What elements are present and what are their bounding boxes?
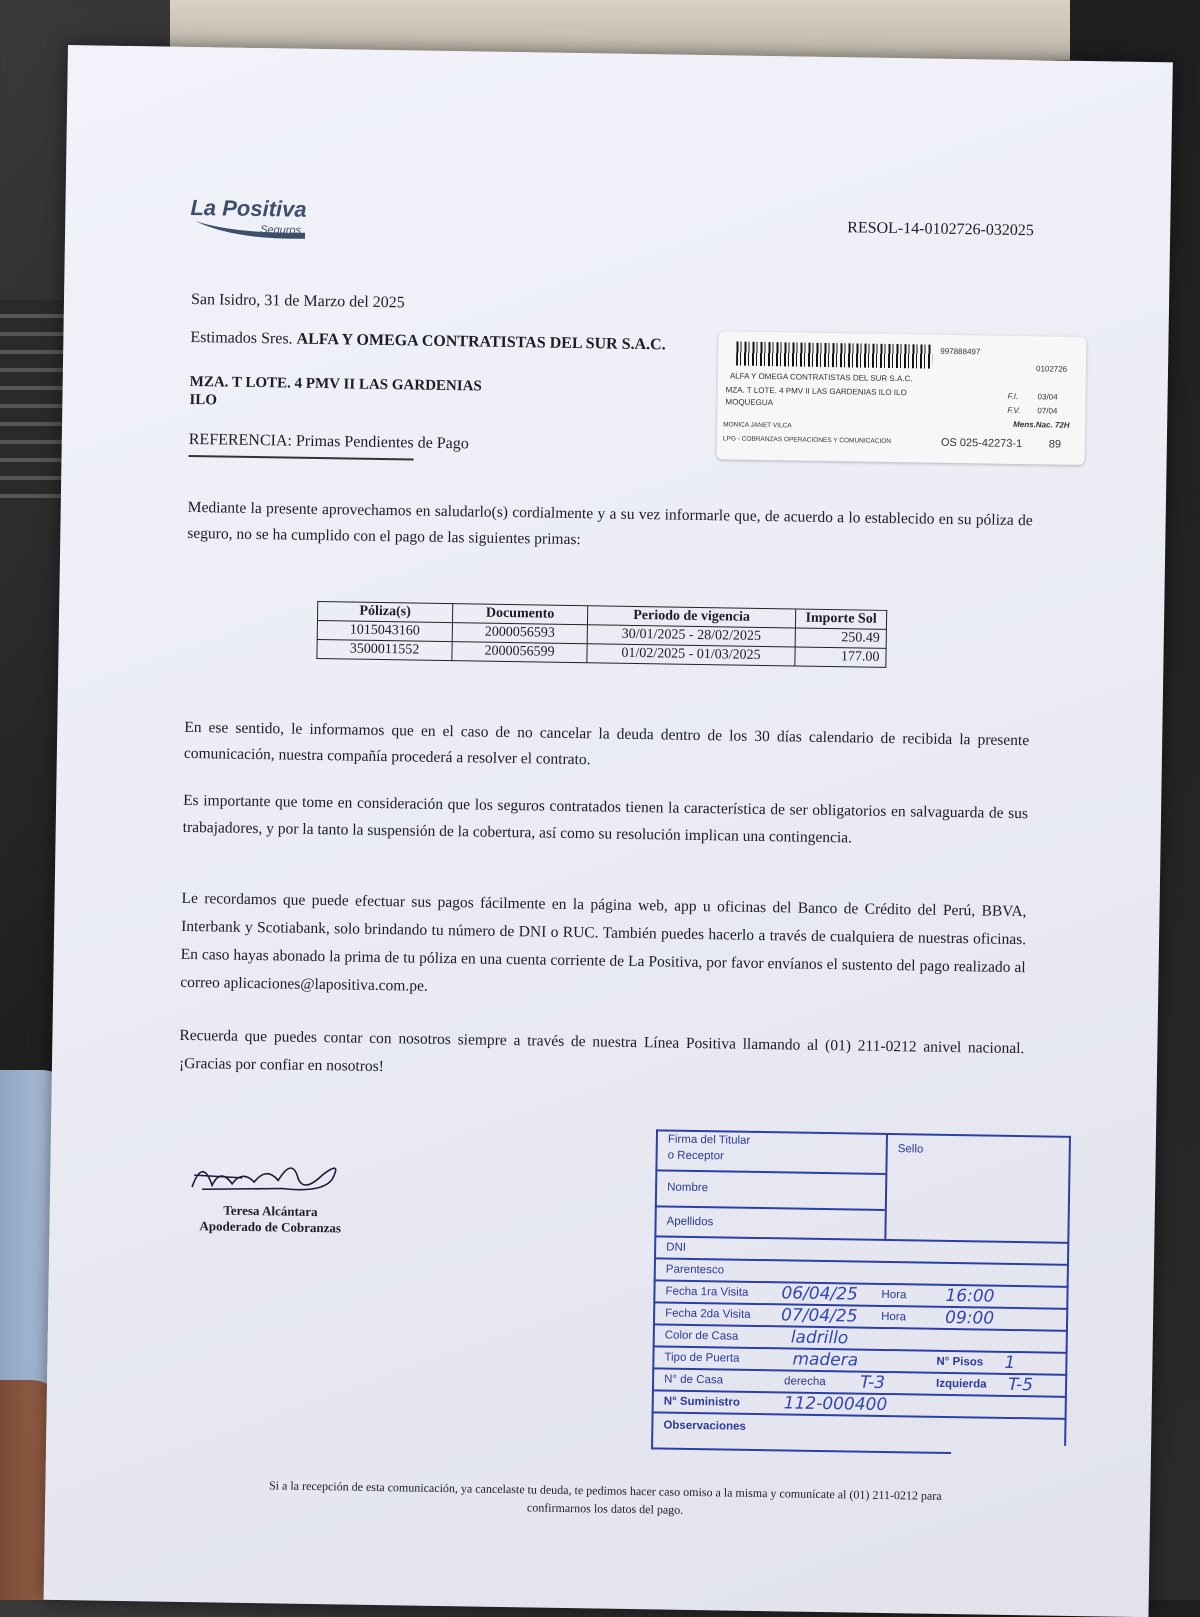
form-pisos-label: N° Pisos bbox=[936, 1355, 984, 1369]
form-derecha: T-3 bbox=[859, 1372, 886, 1393]
reference-line: REFERENCIA: Primas Pendientes de Pago bbox=[189, 431, 414, 461]
form-pisos: 1 bbox=[1004, 1352, 1016, 1374]
letter-page bbox=[44, 45, 1173, 1617]
resolution-number: RESOL-14-0102726-032025 bbox=[847, 219, 1034, 240]
label-fi: 03/04 bbox=[1037, 392, 1058, 402]
address bbox=[189, 373, 482, 414]
letter-date: San Isidro, 31 de Marzo del 2025 bbox=[190, 290, 405, 312]
address-line2: ILO bbox=[189, 391, 218, 409]
form-hora2-label: Hora bbox=[881, 1310, 907, 1324]
form-line bbox=[651, 1447, 951, 1454]
form-puerta-label: Tipo de Puerta bbox=[664, 1351, 740, 1365]
cell-poliza: 1015043160 bbox=[317, 620, 452, 641]
label-address1: MZA. T LOTE. 4 PMV II LAS GARDENIAS ILO ILO bbox=[725, 385, 907, 398]
label-fv-label: F.V. bbox=[1007, 405, 1021, 416]
form-color-label: Color de Casa bbox=[664, 1329, 739, 1343]
label-dept: LPG - COBRANZAS OPERACIONES Y COMUNICACION bbox=[722, 435, 892, 445]
form-line bbox=[884, 1133, 888, 1241]
paragraph-importance: Es importante que tome en consideración que los seguros contratados tienen la característica de ser obligatorios en salvaguarda de sus trabajadores, y por la tanto la suspensión de la cobertura, así como su resolución implican una contingencia. bbox=[182, 791, 1029, 847]
cell-poliza: 3500011552 bbox=[317, 639, 452, 660]
form-hora1: 16:00 bbox=[945, 1285, 995, 1307]
paragraph-payment: Le recordamos que puede efectuar sus pagos fácilmente en la página web, app u oficinas del Banco de Crédito del Perú, BBVA, Interbank y Scotiabank, solo brindando tu número de DNI o RUC. También puedes hacerlo a través de cualquiera de nuestras oficinas. En caso hayas abonado la prima de tu póliza en una cuenta corriente de La Positiva, por favor envíanos el sustento del pago realizado al correo aplicaciones@lapositiva.com.pe. bbox=[180, 889, 1027, 995]
form-line bbox=[654, 1235, 1069, 1244]
form-puerta: madera bbox=[792, 1349, 859, 1371]
label-mens: Mens.Nac. 72H bbox=[1013, 419, 1070, 430]
footer-note: Si a la recepción de esta comunicación, ya cancelaste tu deuda, te pedimos hacer caso omiso a la misma y comunícate al (01) 211-0212 para confirmarnos los datos del pago. bbox=[268, 1478, 942, 1517]
label-company: ALFA Y OMEGA CONTRATISTAS DEL SUR S.A.C. bbox=[729, 371, 913, 384]
header-importe: Importe Sol bbox=[795, 609, 886, 629]
header-periodo: Periodo de vigencia bbox=[587, 606, 795, 628]
signer-title: Apoderado de Cobranzas bbox=[199, 1218, 342, 1236]
form-parentesco: Parentesco bbox=[665, 1263, 725, 1277]
form-observaciones-label: Observaciones bbox=[663, 1419, 746, 1433]
form-visita1: 06/04/25 bbox=[781, 1283, 858, 1305]
company-name: ALFA Y OMEGA CONTRATISTAS DEL SUR S.A.C. bbox=[296, 330, 666, 354]
barcode-number: 997888497 bbox=[940, 346, 981, 357]
logo-name: La Positiva bbox=[190, 194, 307, 222]
form-line bbox=[651, 1129, 658, 1449]
cell-importe: 250.49 bbox=[795, 628, 886, 648]
paragraph-deadline: En ese sentido, le informamos que en el caso de no cancelar la deuda dentro de los 30 días calendario de recibida la presente comunicación, nuestra compañía procederá a resolver el contrato. bbox=[183, 718, 1030, 769]
form-apellidos: Apellidos bbox=[666, 1215, 714, 1229]
greeting bbox=[190, 329, 666, 354]
form-visita1-label: Fecha 1ra Visita bbox=[665, 1285, 749, 1299]
paragraph-contact: Recuerda que puedes contar con nosotros siempre a través de nuestra Línea Positiva llamando al (01) 211-0212 anivel nacional. ¡Gracias por confiar en nosotros! bbox=[178, 1026, 1025, 1076]
label-num: 89 bbox=[1048, 438, 1062, 451]
greeting-prefix: Estimados Sres. bbox=[190, 328, 293, 348]
label-address2: MOQUEGUA bbox=[725, 397, 774, 408]
form-casa-label: N° de Casa bbox=[664, 1373, 724, 1387]
form-izquierda: T-5 bbox=[1007, 1374, 1034, 1396]
cell-periodo: 01/02/2025 - 01/03/2025 bbox=[587, 644, 795, 666]
premiums-table bbox=[316, 601, 887, 668]
cell-importe: 177.00 bbox=[795, 647, 886, 667]
delivery-stamp-form bbox=[651, 1129, 1071, 1465]
label-fv: 07/04 bbox=[1037, 406, 1058, 416]
header-poliza: Póliza(s) bbox=[317, 601, 452, 622]
form-suministro-label: N° Suministro bbox=[663, 1395, 741, 1409]
logo-subtitle: Seguros bbox=[260, 224, 302, 237]
mailing-label bbox=[717, 331, 1087, 465]
form-izquierda-label: Izquierda bbox=[935, 1377, 987, 1391]
form-line bbox=[655, 1205, 885, 1211]
cell-documento: 2000056593 bbox=[452, 623, 587, 644]
form-line bbox=[655, 1169, 885, 1175]
form-derecha-label: derecha bbox=[784, 1375, 826, 1389]
cell-documento: 2000056599 bbox=[452, 642, 587, 663]
label-os: OS 025-42273-1 bbox=[940, 436, 1023, 451]
form-suministro: 112-000400 bbox=[783, 1393, 888, 1416]
label-person: MONICA JANET VILCA bbox=[723, 421, 792, 430]
signature-icon bbox=[182, 1147, 353, 1210]
form-sello: Sello bbox=[897, 1143, 924, 1156]
barcode-icon bbox=[736, 342, 932, 369]
intro-paragraph: Mediante la presente aprovechamos en saludarlo(s) cordialmente y a su vez informarle que, de acuerdo a lo establecido en su póliza de seguro, no se ha cumplido con el pago de las siguientes primas: bbox=[187, 498, 1033, 549]
header-documento: Documento bbox=[452, 604, 587, 625]
form-visita2: 07/04/25 bbox=[780, 1305, 858, 1327]
form-visita2-label: Fecha 2da Visita bbox=[665, 1307, 751, 1321]
form-hora2: 09:00 bbox=[944, 1307, 995, 1329]
form-dni: DNI bbox=[666, 1241, 687, 1254]
label-fi-label: F.I. bbox=[1007, 391, 1019, 401]
cell-periodo: 30/01/2025 - 28/02/2025 bbox=[587, 625, 795, 647]
form-receptor: o Receptor bbox=[667, 1149, 724, 1163]
signer-block bbox=[199, 1202, 341, 1236]
label-code: 0102726 bbox=[1035, 364, 1068, 374]
signer-name: Teresa Alcántara bbox=[223, 1202, 318, 1220]
address-line1: MZA. T LOTE. 4 PMV II LAS GARDENIAS bbox=[189, 373, 482, 395]
form-hora1-label: Hora bbox=[881, 1288, 907, 1302]
form-color: ladrillo bbox=[790, 1327, 849, 1349]
form-nombre: Nombre bbox=[667, 1181, 709, 1195]
form-line bbox=[1064, 1136, 1071, 1446]
form-firma: Firma del Titular bbox=[667, 1133, 751, 1147]
